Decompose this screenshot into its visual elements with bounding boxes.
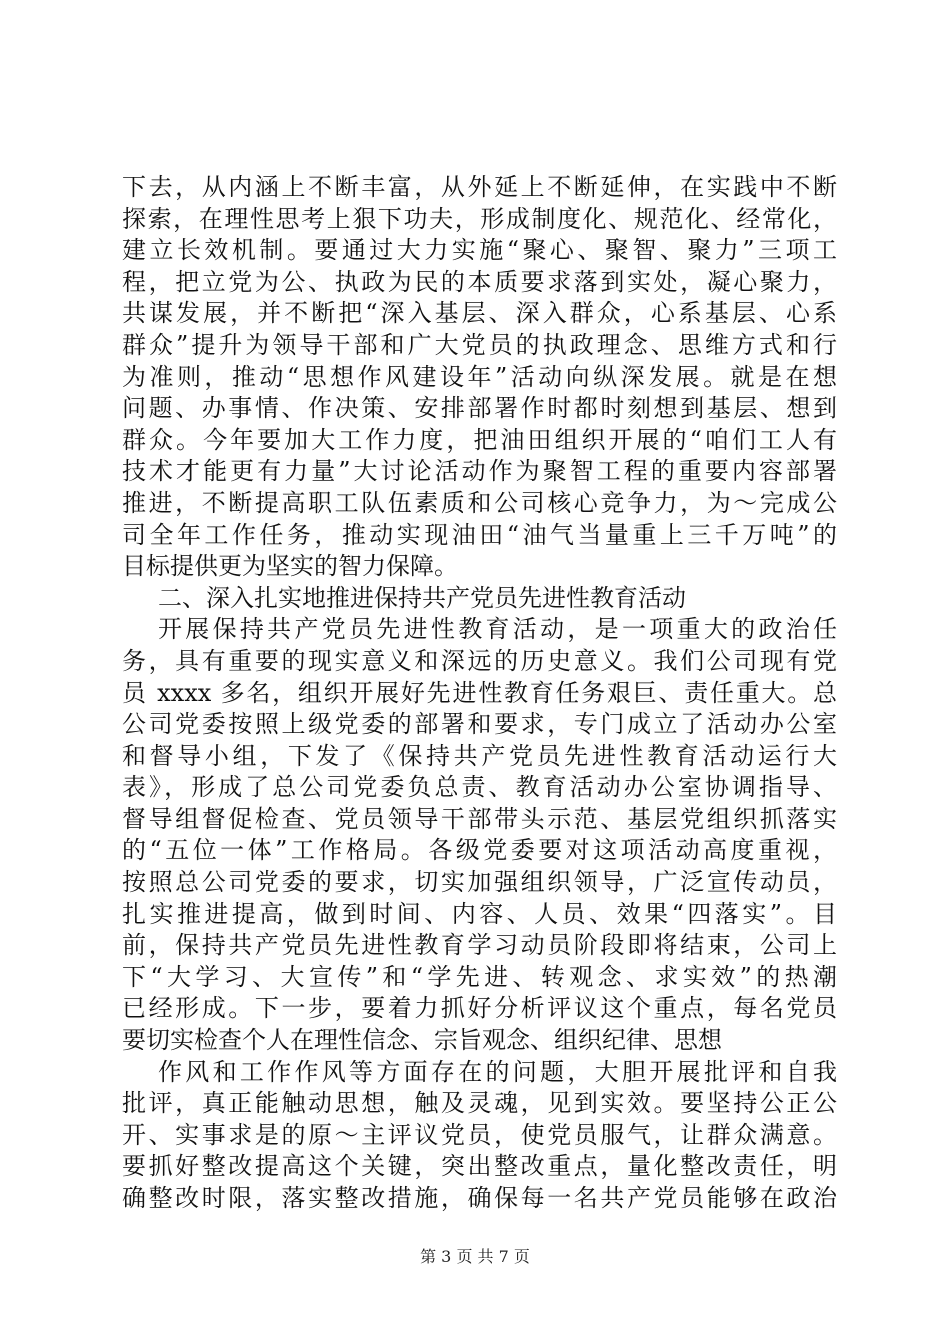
text-line: 问题、办事情、作决策、安排部署作时都时刻想到基层、想到 (122, 394, 837, 423)
document-body (122, 172, 837, 1215)
text-line: 作风和工作作风等方面存在的问题，大胆开展批评和自我 (158, 1057, 837, 1086)
text-line: 扎实推进提高，做到时间、内容、人员、效果“四落实”。目 (122, 899, 837, 928)
text-line: 要切实检查个人在理性信念、宗旨观念、组织纪律、思想 (122, 1026, 722, 1055)
text-line: 下“大学习、大宣传”和“学先进、转观念、求实效”的热潮 (122, 962, 837, 991)
text-line: 建立长效机制。要通过大力实施“聚心、聚智、聚力”三项工 (122, 236, 837, 265)
text-line: 确整改时限，落实整改措施，确保每一名共产党员能够在政治 (122, 1184, 837, 1212)
text-line: 已经形成。下一步，要着力抓好分析评议这个重点，每名党员 (122, 994, 837, 1023)
text-line: 探索，在理性思考上狠下功夫，形成制度化、规范化、经常化， (122, 204, 837, 233)
text-line: 要抓好整改提高这个关键，突出整改重点，量化整改责任，明 (122, 1152, 837, 1181)
text-line: 表》，形成了总公司党委负总责、教育活动办公室协调指导、 (122, 773, 837, 802)
page-footer: 第 3 页 共 7 页 (420, 1247, 530, 1266)
text-line: 员 xxxx 多名，组织开展好先进性教育任务艰巨、责任重大。总 (122, 678, 837, 707)
text-line: 开展保持共产党员先进性教育活动，是一项重大的政治任 (158, 615, 837, 644)
text-line: 公司党委按照上级党委的部署和要求，专门成立了活动办公室 (122, 710, 837, 739)
text-line: 开、实事求是的原～主评议党员，使党员服气，让群众满意。 (122, 1120, 837, 1149)
text-line: 目标提供更为坚实的智力保障。 (122, 552, 458, 581)
text-line: 下去，从内涵上不断丰富，从外延上不断延伸，在实践中不断 (122, 173, 837, 201)
text-line: 为准则，推动“思想作风建设年”活动向纵深发展。就是在想 (122, 362, 837, 391)
text-line: 二、深入扎实地推进保持共产党员先进性教育活动 (158, 583, 686, 612)
text-line: 司全年工作任务，推动实现油田“油气当量重上三千万吨”的 (122, 520, 837, 549)
text-line: 推进，不断提高职工队伍素质和公司核心竞争力，为～完成公 (122, 488, 837, 517)
text-line: 群众”提升为领导干部和广大党员的执政理念、思维方式和行 (122, 330, 837, 359)
text-line: 督导组督促检查、党员领导干部带头示范、基层党组织抓落实 (122, 804, 837, 833)
text-line: 按照总公司党委的要求，切实加强组织领导，广泛宣传动员， (122, 868, 837, 897)
text-line: 程，把立党为公、执政为民的本质要求落到实处，凝心聚力， (122, 267, 837, 296)
text-line: 批评，真正能触动思想，触及灵魂，见到实效。要坚持公正公 (122, 1089, 837, 1118)
text-line: 务，具有重要的现实意义和深远的历史意义。我们公司现有党 (122, 646, 837, 675)
text-line: 技术才能更有力量”大讨论活动作为聚智工程的重要内容部署 (122, 457, 837, 486)
text-line: 共谋发展，并不断把“深入基层、深入群众，心系基层、心系 (122, 299, 837, 328)
text-line: 前，保持共产党员先进性教育学习动员阶段即将结束，公司上 (122, 931, 837, 960)
text-line: 的“五位一体”工作格局。各级党委要对这项活动高度重视， (122, 836, 837, 865)
text-line: 群众。今年要加大工作力度，把油田组织开展的“咱们工人有 (122, 425, 837, 454)
text-line: 和督导小组，下发了《保持共产党员先进性教育活动运行大 (122, 741, 837, 770)
